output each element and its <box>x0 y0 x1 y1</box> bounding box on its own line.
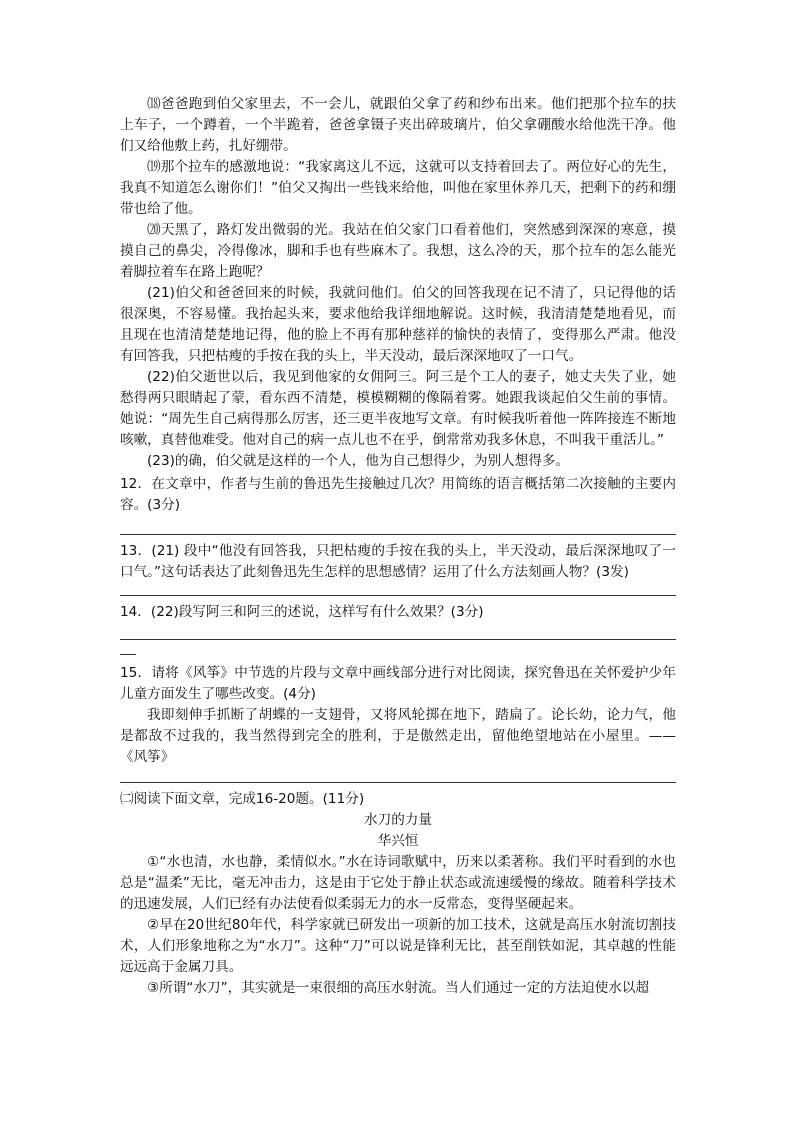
paragraph-22: (22)伯父逝世以后，我见到他家的女佣阿三。阿三是个工人的妻子，她丈夫失了业，她愁得两只眼睛起了蒙，看东西不清楚，模模糊糊的像隔着雾。她跟我谈起伯父生前的事情。她说：“周先生自己病得那么厉害，还三更半夜地写文章。有时候我听着他一阵阵接连不断地咳嗽，真替他难受。他对自己的病一点儿也不在乎，倒常常劝我多休息，不叫我干重活儿。” <box>120 369 676 448</box>
paragraph-21: (21)伯父和爸爸回来的时候，我就问他们。伯父的回答我现在记不清了，只记得他的话很深奥，不容易懂。我抬起头来，要求他给我详细地解说。这时候，我清清楚楚地看见，而且现在也清清楚楚地记得，他的脸上不再有那种慈祥的愉快的表情了，变得那么严肃。他没有回答我，只把枯瘦的手按在我的头上，半天没动，最后深深地叹了一口气。 <box>120 285 676 364</box>
paragraph-18: ⒅爸爸跑到伯父家里去，不一会儿，就跟伯父拿了药和纱布出来。他们把那个拉车的扶上车子，一个蹲着，一个半跪着，爸爸拿镊子夹出碎玻璃片，伯父拿硼酸水给他洗干净。他们又给他敷上药，扎好绷带。 <box>120 96 676 154</box>
answer-line-12[interactable] <box>120 534 676 535</box>
answer-line-13[interactable] <box>120 595 676 596</box>
article-paragraph-3: ③所谓“水刀”，其实就是一束很细的高压水射流。当人们通过一定的方法迫使水以超 <box>147 980 650 996</box>
question-14: 14．(22)段写阿三和阿三的述说，这样写有什么效果？(3分) <box>120 604 484 620</box>
article-title: 水刀的力量 <box>364 812 432 828</box>
paragraph-19: ⒆那个拉车的感激地说：“我家离这儿不远，这就可以支持着回去了。两位好心的先生，我真不知道怎么谢你们！”伯父又掏出一些钱来给他，叫他在家里休养几天，把剩下的药和绷带也给了他。 <box>120 159 676 217</box>
article-paragraph-2: ②早在20世纪80年代，科学家就已研发出一项新的加工技术，这就是高压水射流切割技术，人们形象地称之为“水刀”。这种“刀”可以说是锋利无比，甚至削铁如泥，其卓越的性能远远高于金属刀具。 <box>120 917 676 975</box>
question-12: 12．在文章中，作者与生前的鲁迅先生接触过几次？用简练的语言概括第二次接触的主要内容。(3分) <box>120 476 676 513</box>
fengzheng-excerpt: 我即刻伸手抓断了胡蝶的一支翅骨，又将风轮掷在地下，踏扁了。论长幼，论力气，他是都敌不过我的，我当然得到完全的胜利，于是傲然走出，留他绝望地站在小屋里。——《风筝》 <box>120 707 676 765</box>
question-13: 13．(21) 段中“他没有回答我，只把枯瘦的手按在我的头上，半天没动，最后深深地叹了一口气。”这句话表达了此刻鲁迅先生怎样的思想感情？运用了什么方法刻画人物？(3发) <box>120 543 676 580</box>
paragraph-23: (23)的确，伯父就是这样的一个人，他为自己想得少，为别人想得多。 <box>147 453 570 469</box>
answer-line-14-tail <box>120 646 136 655</box>
paragraph-20: ⒇天黑了，路灯发出微弱的光。我站在伯父家门口看着他们，突然感到深深的寒意，摸摸自己的鼻尖，冷得像冰，脚和手也有些麻木了。我想，这么冷的天，那个拉车的怎么能光着脚拉着车在路上跑呢？ <box>120 222 676 280</box>
answer-line-15[interactable] <box>120 782 676 783</box>
article-paragraph-1: ①“水也清，水也静，柔情似水。”水在诗词歌赋中，历来以柔著称。我们平时看到的水也总是“温柔”无比，毫无冲击力，这是由于它处于静止状态或流速缓慢的缘故。随着科学技术的迅速发展，人们已经有办法使看似柔弱无力的水一反常态，变得坚硬起来。 <box>120 854 676 912</box>
document-page <box>120 94 676 999</box>
question-15: 15．请将《风筝》中节选的片段与文章中画线部分进行对比阅读，探究鲁迅在关怀爱护少年儿童方面发生了哪些改变。(4分) <box>120 665 676 702</box>
section-2-intro: ㈡阅读下面文章，完成16-20题。(11分) <box>120 791 365 807</box>
answer-line-14[interactable] <box>120 639 676 640</box>
article-author: 华兴恒 <box>377 833 419 849</box>
